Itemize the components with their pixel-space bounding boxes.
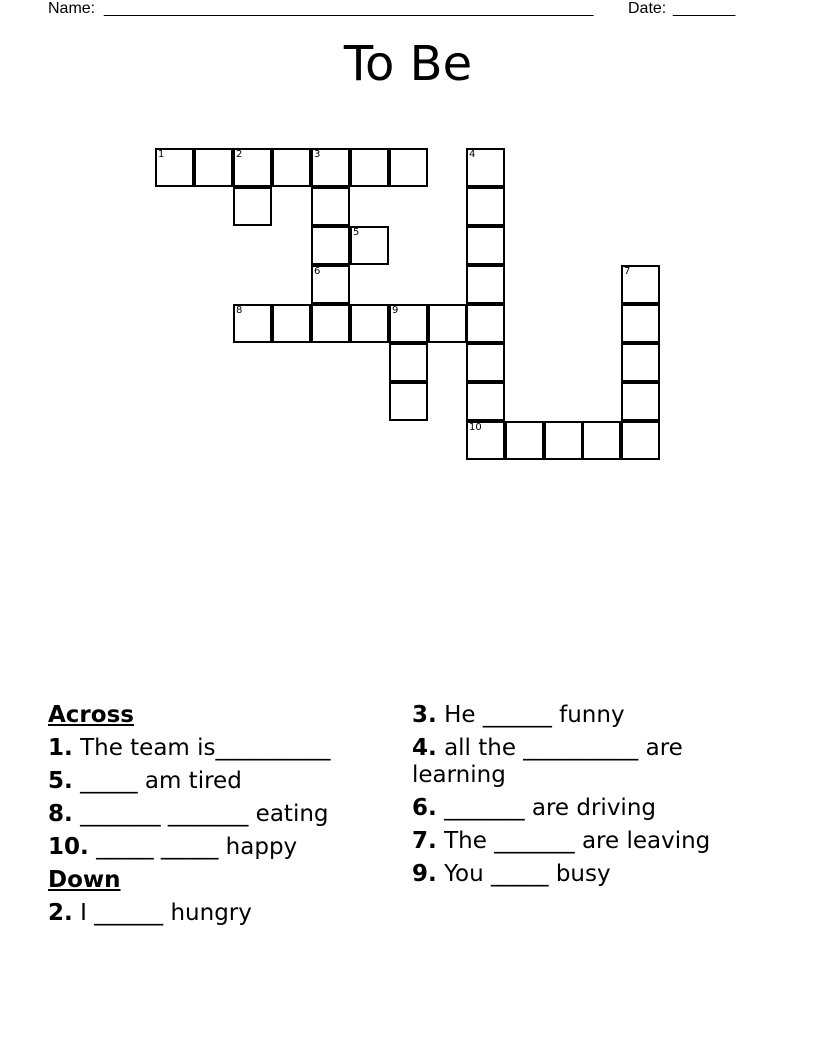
grid-cell[interactable]: [582, 421, 621, 460]
grid-cell[interactable]: [233, 187, 272, 226]
grid-cell[interactable]: [389, 148, 428, 187]
clue-number: 6: [314, 266, 321, 277]
clue-across-5: 5. _____ am tired: [48, 768, 242, 794]
grid-cell[interactable]: [466, 187, 505, 226]
grid-cell[interactable]: [621, 304, 660, 343]
grid-cell[interactable]: [389, 304, 428, 343]
grid-cell[interactable]: [466, 226, 505, 265]
grid-cell[interactable]: [272, 304, 311, 343]
clue-number: 2: [236, 149, 243, 160]
grid-cell[interactable]: [311, 148, 350, 187]
grid-cell[interactable]: [311, 265, 350, 304]
clue-across-10: 10. _____ _____ happy: [48, 834, 298, 860]
down-heading: Down: [48, 867, 121, 893]
clue-across-1: 1. The team is__________: [48, 735, 331, 761]
clue-number: 8: [236, 305, 243, 316]
grid-cell[interactable]: [621, 382, 660, 421]
grid-cell[interactable]: [428, 304, 467, 343]
page-title: To Be: [343, 36, 473, 92]
crossword-grid: [0, 0, 816, 480]
grid-cell[interactable]: [155, 148, 194, 187]
grid-cell[interactable]: [311, 304, 350, 343]
grid-cell[interactable]: [621, 421, 660, 460]
grid-cell[interactable]: [466, 148, 505, 187]
grid-cell[interactable]: [194, 148, 233, 187]
grid-cell[interactable]: [350, 226, 389, 265]
grid-cell[interactable]: [544, 421, 583, 460]
grid-cell[interactable]: [466, 421, 505, 460]
grid-cell[interactable]: [466, 382, 505, 421]
clue-number: 5: [353, 227, 360, 238]
clue-down-7: 7. The _______ are leaving: [412, 828, 711, 854]
across-heading: Across: [48, 702, 134, 728]
grid-cell[interactable]: [466, 304, 505, 343]
clues-right-column: [412, 702, 752, 894]
grid-cell[interactable]: [389, 343, 428, 382]
clue-down-6: 6. _______ are driving: [412, 795, 657, 821]
grid-cell[interactable]: [466, 343, 505, 382]
clue-down-4: 4. all the __________ are learning: [412, 735, 683, 788]
grid-cell[interactable]: [233, 304, 272, 343]
clue-number: 9: [392, 305, 399, 316]
clue-down-9: 9. You _____ busy: [412, 861, 611, 887]
grid-cell[interactable]: [389, 382, 428, 421]
date-label: Date:: [628, 0, 667, 17]
grid-cell[interactable]: [466, 265, 505, 304]
grid-cell[interactable]: [350, 148, 389, 187]
clue-number: 7: [624, 266, 631, 277]
clues-left-column: [48, 702, 388, 933]
clue-across-8: 8. _______ _______ eating: [48, 801, 329, 827]
grid-cell[interactable]: [311, 187, 350, 226]
grid-cell[interactable]: [233, 148, 272, 187]
grid-cell[interactable]: [621, 343, 660, 382]
grid-cell[interactable]: [505, 421, 544, 460]
grid-cell[interactable]: [621, 265, 660, 304]
clue-number: 1: [158, 149, 165, 160]
grid-cell[interactable]: [272, 148, 311, 187]
clue-down-2: 2. I ______ hungry: [48, 900, 252, 926]
clue-number: 3: [314, 149, 321, 160]
clue-down-3: 3. He ______ funny: [412, 702, 625, 728]
grid-cell[interactable]: [311, 226, 350, 265]
name-label: Name:: [48, 0, 96, 17]
date-field[interactable]: _______: [673, 0, 736, 17]
clue-number: 10: [469, 422, 482, 433]
grid-cell[interactable]: [350, 304, 389, 343]
clue-number: 4: [469, 149, 476, 160]
name-field[interactable]: _______________________________________________________: [104, 0, 594, 17]
